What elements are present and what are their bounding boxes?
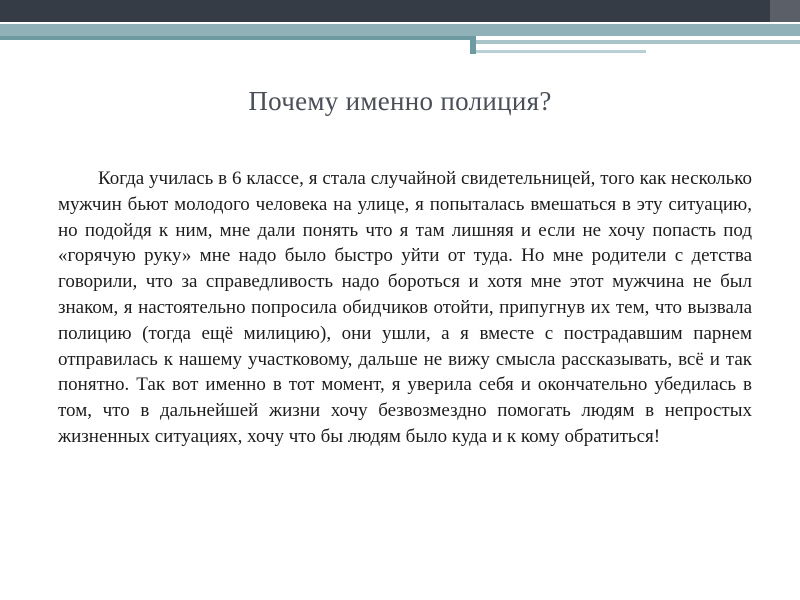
header-accent-line-light xyxy=(470,40,800,44)
slide-title: Почему именно полиция? xyxy=(248,86,552,116)
header-accent-underline xyxy=(476,50,646,53)
header-band-teal xyxy=(0,24,800,36)
header-band-dark-accent xyxy=(770,0,800,22)
header-band-dark xyxy=(0,0,800,22)
slide-body-text: Когда училась в 6 классе, я стала случайной свидетельницей, того как несколько мужчин бьют молодого человека на улице, я попыталась вмешаться в эту ситуацию, но подойдя к ним, мне дали понять что я там лишняя и если не хочу попасть под «горячую руку» мне надо было быстро уйти от туда. Но мне родители с детства говорили, что за справедливость надо бороться и хотя мне этот мужчина не был знаком, я настоятельно попросила обидчиков отойти, припугнув их тем, что вызвала полицию (тогда ещё милицию), они ушли, а я вместе с пострадавшим парнем отправилась к нашему участковому, дальше не вижу смысла рассказывать, всё и так понятно. Так вот именно в тот момент, я уверила себя и окончательно убедилась в том, что в дальнейшей жизни хочу безвозмездно помогать людям в непростых жизненных ситуациях, хочу что бы людям было куда и к кому обратиться! xyxy=(58,168,752,447)
header-accent-line xyxy=(0,36,470,40)
